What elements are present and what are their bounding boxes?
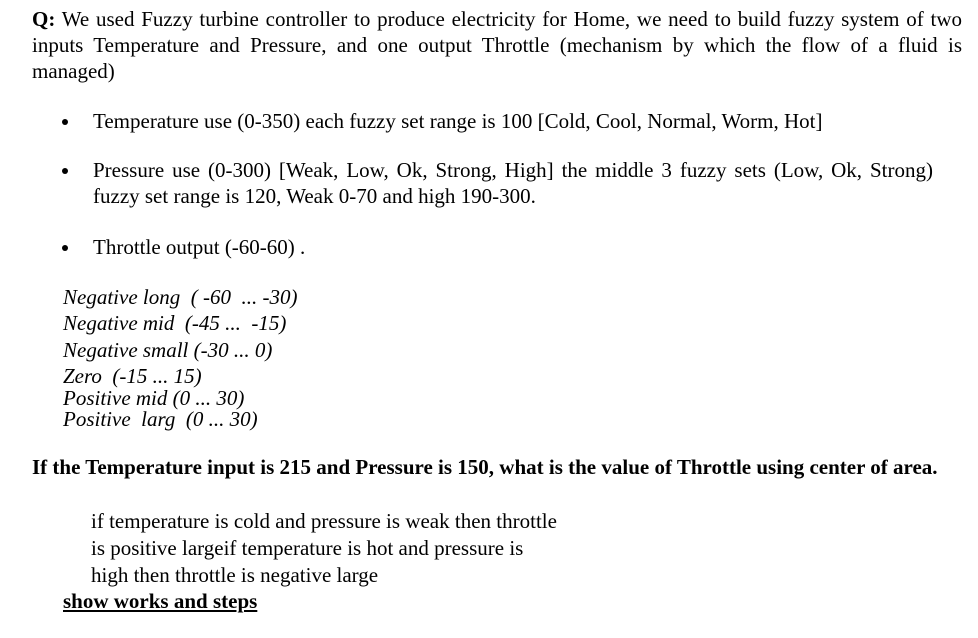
output-set-zero: Zero (-15 ... 15) — [63, 364, 202, 388]
rules-block — [91, 508, 557, 589]
output-set-positive-large: Positive larg (0 ... 30) — [63, 407, 258, 431]
main-question: If the Temperature input is 215 and Pressure is 150, what is the value of Throttle using center of area. — [32, 455, 938, 479]
question-label: Q: — [32, 7, 56, 31]
output-set-negative-long: Negative long ( -60 ... -30) — [63, 285, 298, 309]
intro-text: We used Fuzzy turbine controller to produce electricity for Home, we need to build fuzzy system of two inputs Temperature and Pressure, and one output Throttle (mechanism by which the flow of a fluid is managed) — [32, 7, 962, 83]
output-set-negative-mid: Negative mid (-45 ... -15) — [63, 311, 287, 335]
rule-line: is positive largeif temperature is hot and pressure is — [91, 536, 524, 560]
bullet-text: Temperature use (0-350) each fuzzy set range is 100 [Cold, Cool, Normal, Worm, Hot] — [93, 109, 823, 133]
problem-intro — [32, 6, 962, 84]
rule-line: if temperature is cold and pressure is weak then throttle — [91, 509, 557, 533]
rule-line: high then throttle is negative large — [91, 563, 379, 587]
bullet-text: Pressure use (0-300) [Weak, Low, Ok, Strong, High] the middle 3 fuzzy sets (Low, Ok, Strong) fuzzy set range is 120, Weak 0-70 and high 190-300. — [93, 158, 933, 208]
show-work-instruction: show works and steps — [63, 589, 258, 613]
bullet-text: Throttle output (-60-60) . — [93, 235, 306, 259]
output-set-negative-small: Negative small (-30 ... 0) — [63, 338, 273, 362]
output-set-positive-mid: Positive mid (0 ... 30) — [63, 386, 245, 410]
